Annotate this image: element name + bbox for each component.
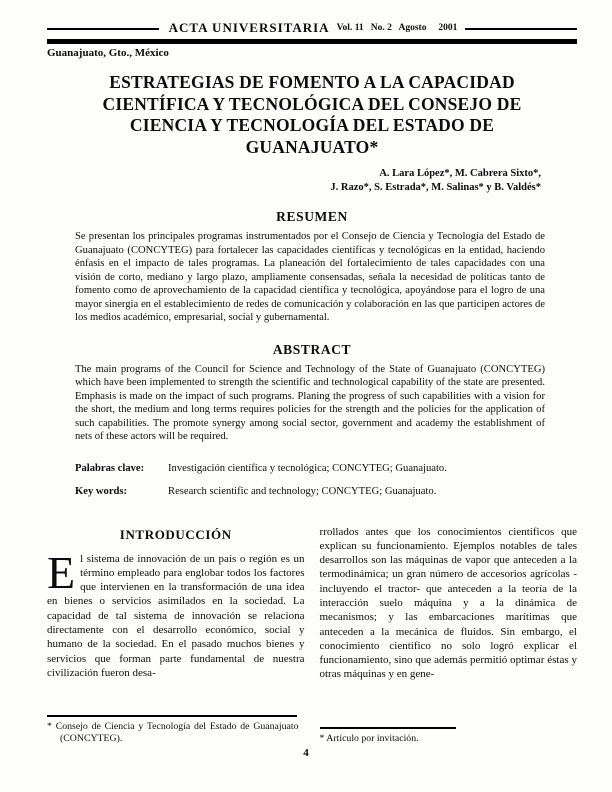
article-title-line-1: ESTRATEGIAS DE FOMENTO A LA CAPACIDAD bbox=[109, 72, 515, 92]
intro-column-left bbox=[47, 525, 305, 746]
journal-header bbox=[47, 20, 577, 36]
intro-column-right bbox=[320, 525, 578, 746]
footnote-left-text: * Consejo de Ciencia y Tecnología del Estado de Guanajuato (CONCYTEG). bbox=[47, 720, 299, 744]
header-rule-right bbox=[465, 28, 577, 30]
authors-line-1: A. Lara López*, M. Cabrera Sixto*, bbox=[379, 168, 541, 179]
footnote-rule-left bbox=[47, 715, 297, 717]
page-number: 4 bbox=[303, 747, 309, 759]
intro-paragraph-right: rrollados antes que los conocimientos científicos que explican su funcionamiento. Ejemplos notables de tales desarrollos son las máquinas de vapor que anteceden a la termodinámica; un gran número de accesorios agrícolas -incluyendo el tractor- que anteceden a la teoría de la interacción suelo máquina y a la dinámica de mecanismos; y las embarcaciones marítimas que anteceden a la mecánica de fluidos. Sin embargo, el conocimiento científico no solo logró explicar el funcionamiento, sino que además permitió optimar éstas y otras máquinas y en gene- bbox=[319, 525, 577, 681]
palabras-clave-row bbox=[75, 462, 545, 475]
key-words-label: Key words: bbox=[75, 485, 128, 497]
article-title-line-4: GUANAJUATO* bbox=[245, 136, 379, 157]
abstract-heading: ABSTRACT bbox=[272, 341, 352, 357]
resumen-body: Se presentan los principales programas instrumentados por el Consejo de Ciencia y Tecnología del Estado de Guanajuato (CONCYTEG) para fortalecer las capacidades científicas y tecnológicas en la entidad, haciendo énfasis en el impacto de tales programas. La planeación del fortalecimiento de tales capacidades con una visión de corto, mediano y largo plazo, ampliamente consensadas, señala la necesidad de políticas tanto de fomento como de aprovechamiento de la capacidad científica y tecnológica, apoyándose para el logro de una mayor sinergia en el establecimiento de redes de comunicación y colaboración en las que participen actores de los medios académico, empresarial, social y gubernamental. bbox=[75, 231, 545, 323]
journal-issue: Vol. 11 No. 2 Agosto 2001 bbox=[336, 23, 458, 33]
intro-paragraph-left-text: l sistema de innovación de un país o región es un término empleado para englobar todos los factores que intervienen en la transformación de una idea en bienes o servicios asimilados en la sociedad. La capacidad de tal sistema de innovación se relaciona directamente con el desarrollo económico, social y humano de la sociedad. En el pasado muchos bienes y servicios que forman parte fundamental de nuestra civilización fueron desa- bbox=[47, 552, 305, 679]
article-title-line-3: CIENCIA Y TECNOLOGÍA DEL ESTADO DE bbox=[129, 115, 495, 135]
palabras-clave-label: Palabras clave: bbox=[75, 462, 145, 474]
key-words-row bbox=[75, 485, 545, 498]
article-title bbox=[47, 72, 577, 158]
key-words-text: Research scientific and technology; CONCYTEG; Guanajuato. bbox=[168, 485, 437, 497]
footnote-right-text: * Artículo por invitación. bbox=[319, 733, 419, 744]
authors-block bbox=[47, 167, 577, 194]
intro-columns bbox=[47, 525, 577, 746]
abstract-body: The main programs of the Council for Science and Technology of the State of Guanajuato (CONCYTEG) which have been implemented to strength the scientific and technological capability of the state are presented. Emphasis is made on the impact of such programs. Planing the progress of such capabilities with a vision for the short, the medium and long terms requires policies for the strength and the policies for the application of such capabilities. The promote synergy among social sector, government and academy the establishment of nets of these actors will be required. bbox=[75, 363, 545, 442]
article-title-line-2: CIENTÍFICA Y TECNOLÓGICA DEL CONSEJO DE bbox=[102, 93, 522, 114]
footnote-left bbox=[47, 715, 305, 746]
authors-line-2: J. Razo*, S. Estrada*, M. Salinas* y B. Valdés* bbox=[330, 181, 541, 193]
journal-location: Guanajuato, Gto., México bbox=[47, 47, 169, 59]
intro-paragraph-left bbox=[47, 546, 305, 681]
header-thick-bar bbox=[47, 39, 577, 44]
page-content bbox=[47, 20, 577, 746]
header-rule-left bbox=[47, 28, 159, 30]
palabras-clave-text: Investigación científica y tecnológica; CONCYTEG; Guanajuato. bbox=[168, 462, 447, 474]
journal-name: ACTA UNIVERSITARIA bbox=[168, 20, 330, 35]
footnote-right bbox=[320, 727, 578, 746]
introduction-heading: INTRODUCCIÓN bbox=[119, 526, 232, 542]
resumen-heading: RESUMEN bbox=[276, 209, 348, 224]
footnote-rule-right bbox=[320, 727, 456, 729]
dropcap-letter: E bbox=[47, 546, 76, 598]
